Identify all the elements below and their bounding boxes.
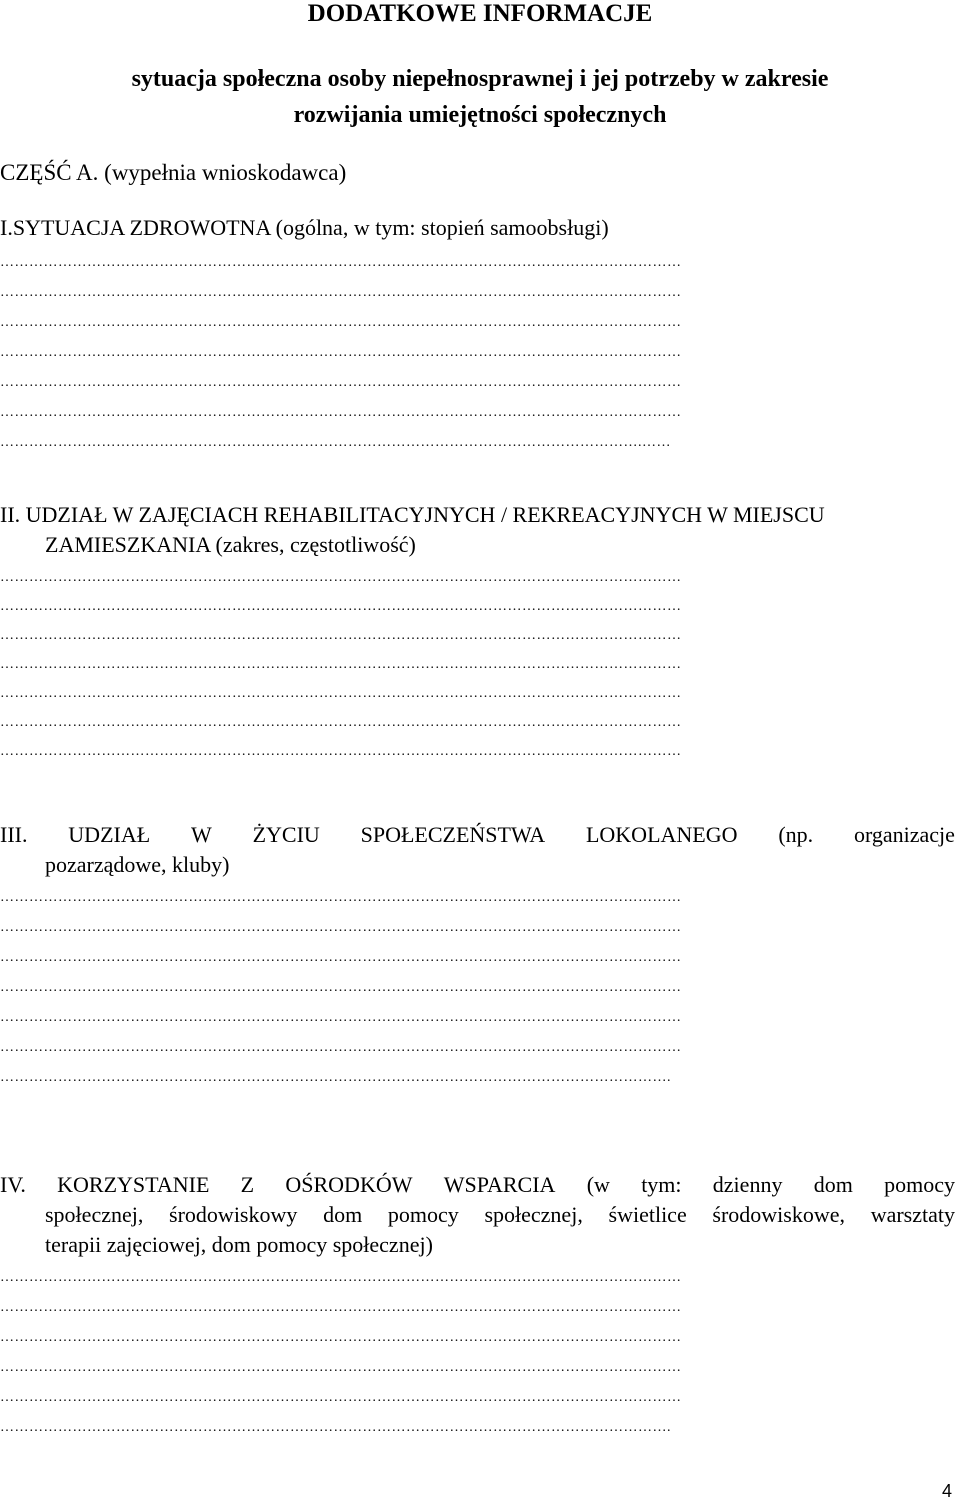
heading-word: środowiskowe, [712,1202,846,1227]
heading-word: OŚRODKÓW [285,1172,413,1197]
fill-line: …………………………………………………………………………………………………………………………… [0,890,682,905]
fill-line: …………………………………………………………………………………………………………………………… [0,980,682,995]
heading-word: ŻYCIU [252,822,320,847]
part-a-label: CZĘŚĆ A. (wypełnia wnioskodawca) [0,160,347,185]
fill-line: …………………………………………………………………………………………………………………………… [0,715,682,730]
fill-line: …………………………………………………………………………………………………………………………… [0,950,682,965]
fill-line: …………………………………………………………………………………………………………………………… [0,628,682,643]
section-3-heading-line-2: pozarządowe, kluby) [45,852,230,877]
document-subtitle-line-1: sytuacja społeczna osoby niepełnosprawnej i jej potrzeby w zakresie [131,66,829,92]
section-2-fill-lines [0,570,960,773]
fill-line: …………………………………………………………………………………………………………………………. [0,1070,671,1085]
fill-line: …………………………………………………………………………………………………………………………… [0,1330,682,1345]
fill-line: …………………………………………………………………………………………………………………………… [0,570,682,585]
fill-line: …………………………………………………………………………………………………………………….…… [0,435,671,450]
section-2-heading-line-1: II. UDZIAŁ W ZAJĘCIACH REHABILITACYJNYCH / REKREACYJNYCH W MIEJSCU [0,502,825,527]
fill-line: …………………………………………………………………………………………………………………………… [0,285,682,300]
document-title: DODATKOWE INFORMACJE [307,0,653,27]
fill-line: …………………………………………………………………………………………………………………………… [0,315,682,330]
heading-word: WSPARCIA [443,1172,556,1197]
fill-line: …………………………………………………………………………………………………………………………… [0,599,682,614]
heading-word: KORZYSTANIE [57,1172,210,1197]
heading-word: pomocy [387,1202,459,1227]
heading-word: społecznej, [484,1202,583,1227]
section-2-heading [0,500,955,560]
fill-line: …………………………………………………………………………………………………………………………… [0,1040,682,1055]
heading-word: środowiskowy [169,1202,298,1227]
fill-line: …………………………………………………………………………………………………………………………… [0,657,682,672]
fill-line: …………………………………………………………………………………………………………………………… [0,1360,682,1375]
fill-line: …………………………………………………………………………………………………………………………… [0,744,682,759]
fill-line: …………………………………………………………………………………………………………………………. [0,1420,671,1435]
fill-line: …………………………………………………………………………………………………………………………… [0,345,682,360]
heading-word: tym: [641,1172,682,1197]
heading-word: W [190,822,212,847]
section-4-heading-line-3: terapii zajęciowej, dom pomocy społecznej) [45,1232,433,1257]
section-3-heading [0,820,955,880]
heading-word: Z [240,1172,255,1197]
section-2-heading-line-2: ZAMIESZKANIA (zakres, częstotliwość) [45,532,416,557]
heading-word: pomocy [884,1172,955,1197]
fill-line: …………………………………………………………………………………………………………………………… [0,686,682,701]
section-4-fill-lines [0,1270,960,1450]
heading-word: warsztaty [870,1202,955,1227]
heading-word: SPOŁECZEŃSTWA [360,822,546,847]
fill-line: …………………………………………………………………………………………………………………………… [0,255,682,270]
heading-word: dzienny [712,1172,783,1197]
page-number: 4 [941,1481,952,1501]
heading-word: społecznej, [45,1202,144,1227]
section-1-fill-lines [0,255,960,465]
heading-word: dom [813,1172,853,1197]
fill-line: …………………………………………………………………………………………………………………………… [0,1270,682,1285]
heading-word: LOKOLANEGO [585,822,738,847]
section-1-heading: I.SYTUACJA ZDROWOTNA (ogólna, w tym: stopień samoobsługi) [0,215,609,240]
section-4-heading [0,1170,955,1260]
heading-word: dom [323,1202,363,1227]
heading-word: (np. [778,822,814,847]
section-3-fill-lines [0,890,960,1100]
fill-line: …………………………………………………………………………………………………………………………… [0,920,682,935]
heading-word: III. [0,822,28,847]
document-subtitle-line-2: rozwijania umiejętności społecznych [293,102,667,128]
section-4-heading-line-2 [0,1200,955,1230]
heading-word: świetlice [608,1202,687,1227]
fill-line: …………………………………………………………………………………………………………………………… [0,1300,682,1315]
fill-line: …………………………………………………………………………………………………………………………… [0,405,682,420]
heading-word: organizacje [853,822,955,847]
heading-word: UDZIAŁ [68,822,151,847]
fill-line: …………………………………………………………………………………………………………………………… [0,1390,682,1405]
section-4-heading-line-1 [0,1170,955,1200]
fill-line: …………………………………………………………………………………………………………………………… [0,1010,682,1025]
heading-word: IV. [0,1172,26,1197]
fill-line: …………………………………………………………………………………………………………………………… [0,375,682,390]
section-3-heading-line-1 [0,820,955,850]
heading-word: (w [586,1172,610,1197]
